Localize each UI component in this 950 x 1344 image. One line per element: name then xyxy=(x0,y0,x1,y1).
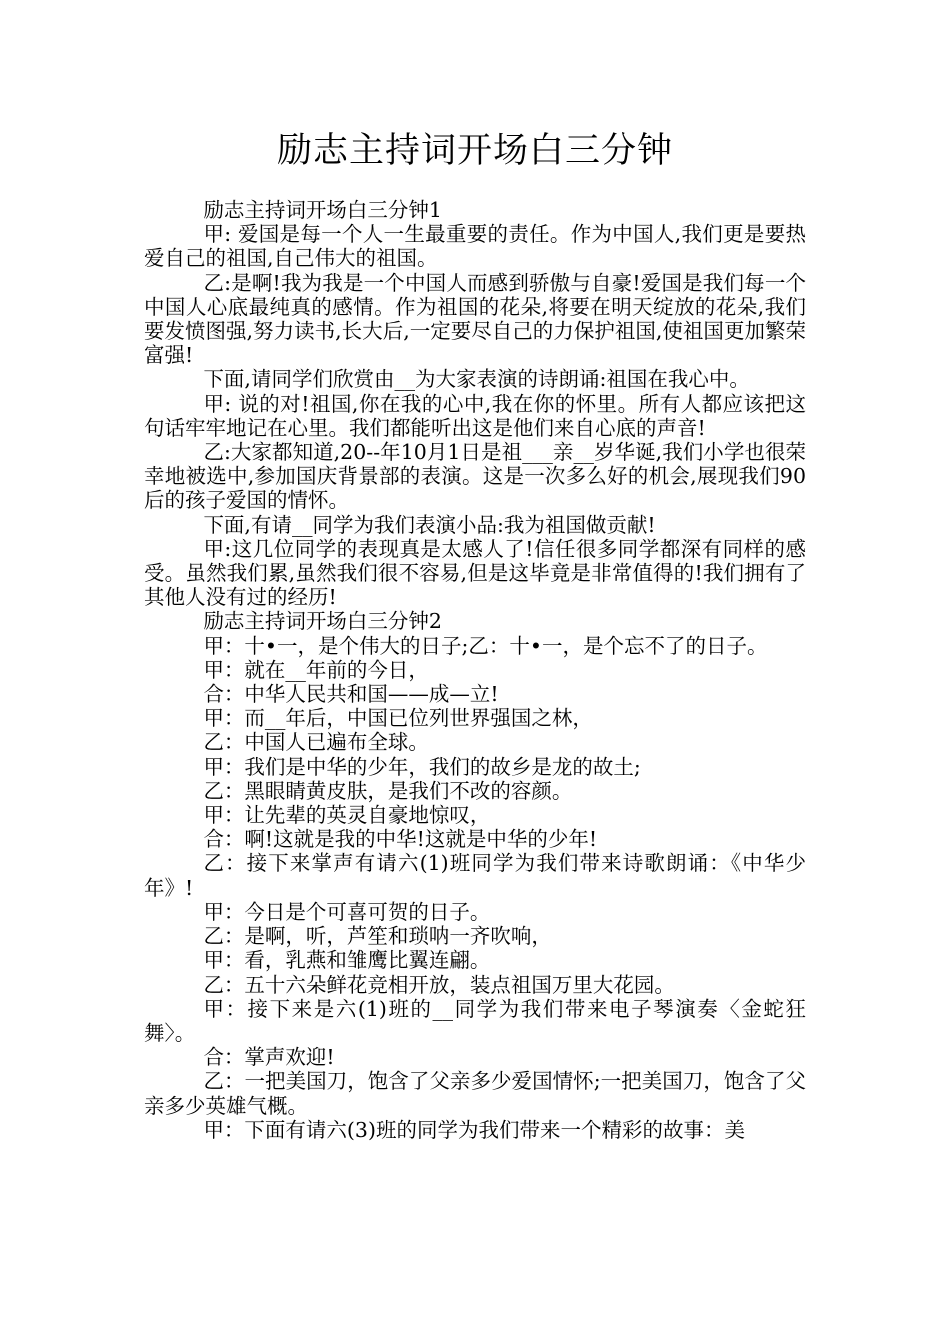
document-title: 励志主持词开场白三分钟 xyxy=(276,131,673,171)
document-body xyxy=(144,198,806,1142)
paragraph: 乙：接下来掌声有请六(1)班同学为我们带来诗歌朗诵：《中华少年》! xyxy=(144,851,806,900)
paragraph: 甲:这几位同学的表现真是太感人了!信任很多同学都深有同样的感受。虽然我们累,虽然我们很不容易,但是这毕竟是非常值得的!我们拥有了其他人没有过的经历! xyxy=(144,536,806,610)
paragraph: 甲: 爱国是每一个人一生最重要的责任。作为中国人,我们更是要热爱自己的祖国,自己伟大的祖国。 xyxy=(144,222,806,271)
paragraph: 合：啊!这就是我的中华!这就是中华的少年! xyxy=(203,827,598,852)
section-heading-2: 励志主持词开场白三分钟2 xyxy=(203,609,442,634)
paragraph: 甲：看，乳燕和雏鹰比翼连翩。 xyxy=(203,948,491,973)
paragraph: 乙：是啊，听，芦笙和琐呐一齐吹响， xyxy=(203,924,552,949)
paragraph: 乙：五十六朵鲜花竞相开放，装点祖国万里大花园。 xyxy=(203,972,675,997)
paragraph: 合：中华人民共和国——成—立! xyxy=(203,682,499,707)
paragraph: 甲：我们是中华的少年，我们的故乡是龙的故土; xyxy=(203,754,641,779)
paragraph: 乙：一把美国刀，饱含了父亲多少爱国情怀;一把美国刀，饱含了父亲多少英雄气概。 xyxy=(144,1069,806,1118)
paragraph: 甲：接下来是六(1)班的__同学为我们带来电子琴演奏〈金蛇狂舞〉。 xyxy=(144,996,806,1045)
paragraph: 甲：让先辈的英灵自豪地惊叹， xyxy=(203,803,491,828)
paragraph: 乙:大家都知道,20--年10月1日是祖___亲__岁华诞,我们小学也很荣幸地被选中,参加国庆背景部的表演。这是一次多么好的机会,展现我们90后的孩子爱国的情怀。 xyxy=(144,440,806,513)
paragraph: 甲：就在__年前的今日， xyxy=(203,657,429,682)
paragraph: 甲：十•一，是个伟大的日子;乙：十•一，是个忘不了的日子。 xyxy=(203,633,768,658)
paragraph: 甲：下面有请六(3)班的同学为我们带来一个精彩的故事：美 xyxy=(203,1117,745,1142)
paragraph: 下面,请同学们欣赏由__为大家表演的诗朗诵:祖国在我心中。 xyxy=(203,367,750,392)
paragraph: 甲：而__年后，中国已位列世界强国之林， xyxy=(203,706,593,731)
paragraph: 乙：中国人已遍布全球。 xyxy=(203,730,429,755)
paragraph: 合：掌声欢迎! xyxy=(203,1045,335,1070)
paragraph: 甲: 说的对!祖国,你在我的心中,我在你的怀里。所有人都应该把这句话牢牢地记在心里。我们都能听出这是他们来自心底的声音! xyxy=(144,391,806,440)
paragraph: 甲：今日是个可喜可贺的日子。 xyxy=(203,899,491,924)
paragraph: 乙：黑眼睛黄皮肤，是我们不改的容颜。 xyxy=(203,778,573,803)
section-heading-1: 励志主持词开场白三分钟1 xyxy=(203,198,442,222)
paragraph: 乙:是啊!我为我是一个中国人而感到骄傲与自豪!爱国是我们每一个中国人心底最纯真的感情。作为祖国的花朵,将要在明天绽放的花朵,我们要发愤图强,努力读书,长大后,一定要尽自己的力保护祖国,使祖国更加繁荣富强! xyxy=(144,270,806,368)
paragraph: 下面,有请__同学为我们表演小品:我为祖国做贡献! xyxy=(203,512,656,537)
